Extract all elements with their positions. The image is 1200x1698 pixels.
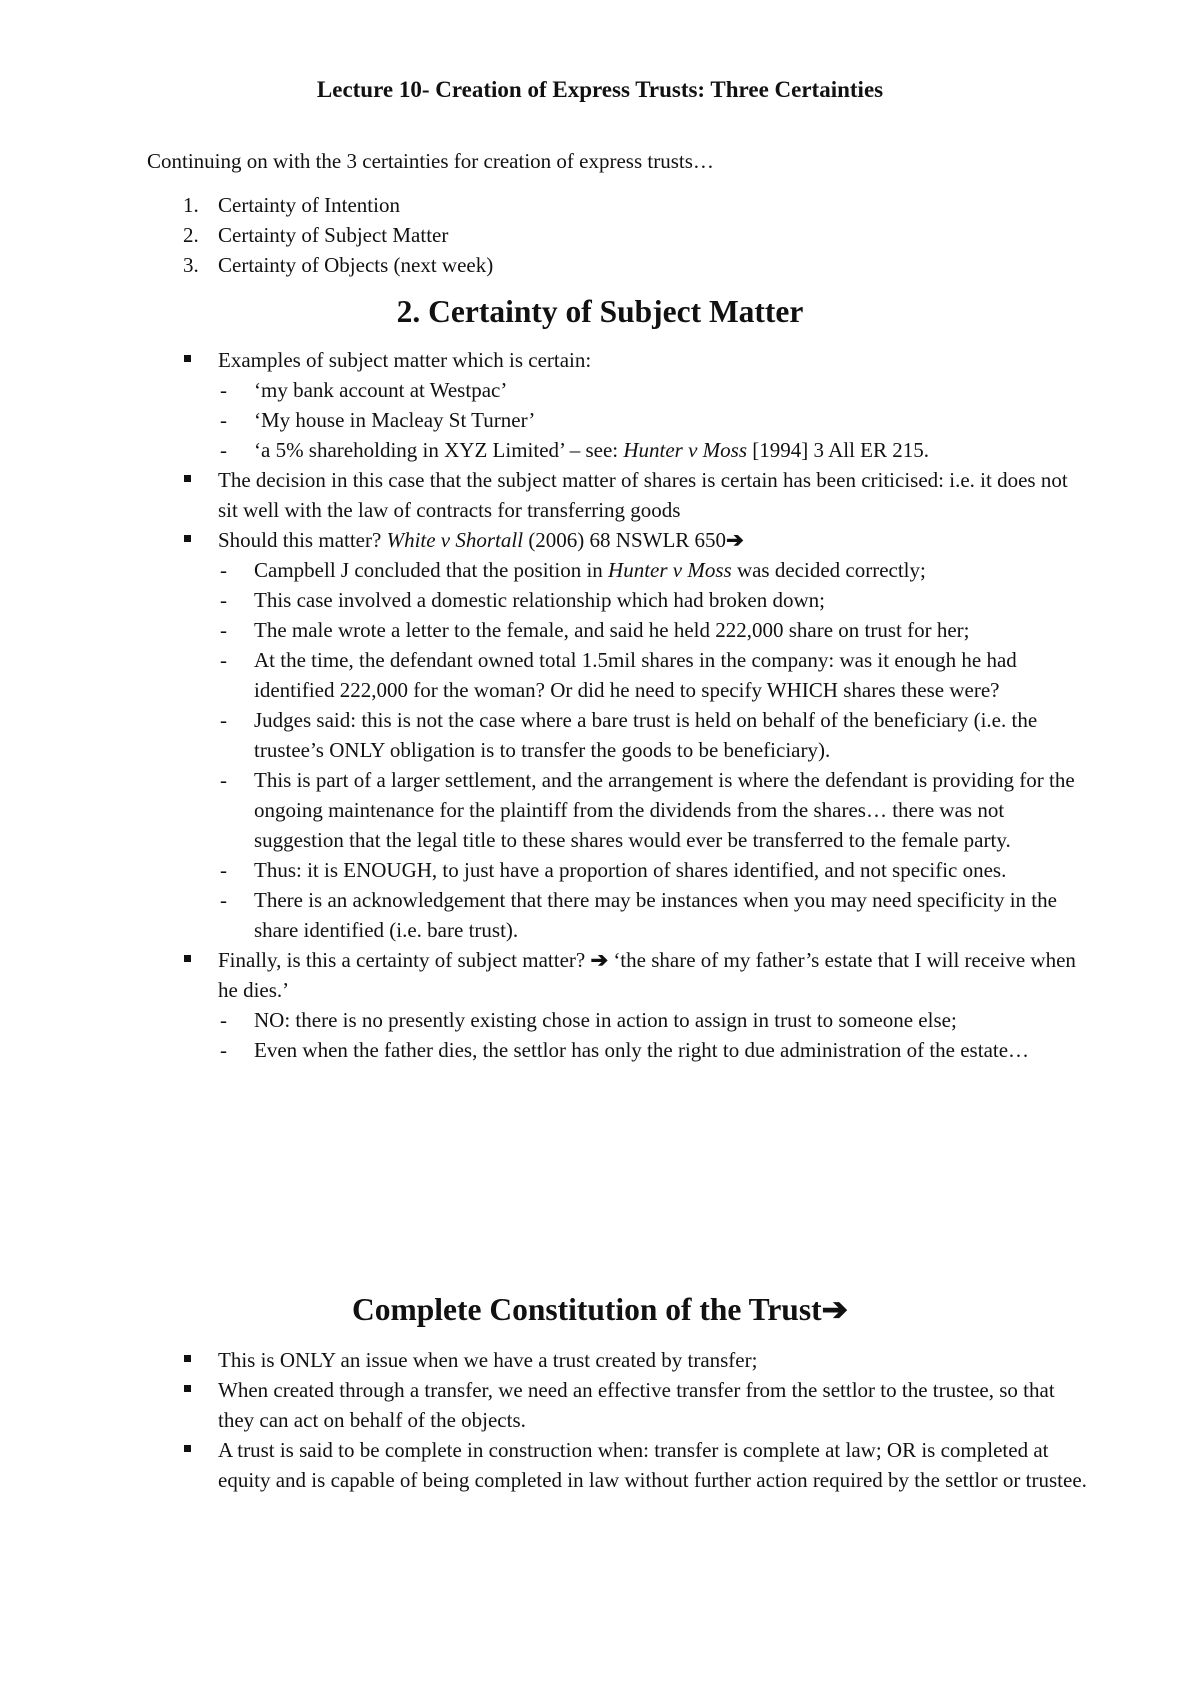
sub-item-text: ‘a 5% shareholding in XYZ Limited’ – see:	[254, 438, 624, 462]
sub-list	[218, 1005, 1087, 1065]
citation: (2006) 68 NSWLR 650	[523, 528, 727, 552]
sub-item	[218, 585, 1087, 615]
case-name: Hunter v Moss	[623, 438, 748, 462]
list-item-text: Certainty of Subject Matter	[218, 223, 449, 247]
sub-item	[218, 375, 1087, 405]
list-item-text: Certainty of Intention	[218, 193, 400, 217]
sub-item-text: Even when the father dies, the settlor has only the right to due administration of the estate…	[254, 1038, 1030, 1062]
dash-icon: -	[220, 588, 227, 612]
list-number: 2.	[183, 223, 199, 247]
bullet-item	[147, 945, 1087, 1065]
sub-item-text: There is an acknowledgement that there may be instances when you may need specificity in the share identified (i.e. bare trust).	[254, 888, 1057, 942]
list-item-text: Certainty of Objects (next week)	[218, 253, 494, 277]
sub-item	[218, 435, 1087, 465]
intro-text: Continuing on with the 3 certainties for creation of express trusts…	[147, 149, 714, 173]
sub-item	[218, 555, 1087, 585]
bullet-text: ‘the share of my father’s estate that I will receive when he dies.’	[218, 948, 1076, 1002]
dash-icon: -	[220, 708, 227, 732]
dash-icon: -	[220, 378, 227, 402]
square-bullet-icon	[184, 355, 191, 362]
bullet-item	[147, 525, 1087, 945]
bullet-item	[147, 345, 1087, 465]
dash-icon: -	[220, 888, 227, 912]
sub-item	[218, 765, 1087, 855]
section-heading-subject-matter: 2. Certainty of Subject Matter	[396, 294, 804, 329]
bullet-text: This is ONLY an issue when we have a trust created by transfer;	[218, 1348, 758, 1372]
dash-icon: -	[220, 1038, 227, 1062]
dash-icon: -	[220, 768, 227, 792]
arrow-right-icon: ➔	[590, 948, 609, 972]
dash-icon: -	[220, 648, 227, 672]
bullet-item	[147, 1375, 1087, 1435]
sub-item	[218, 1005, 1087, 1035]
case-name: White v Shortall	[386, 528, 524, 552]
sub-item-text: NO: there is no presently existing chose in action to assign in trust to someone else;	[254, 1008, 957, 1032]
sub-item-text: ‘My house in Macleay St Turner’	[254, 408, 536, 432]
sub-item	[218, 885, 1087, 945]
bullet-text: Finally, is this a certainty of subject matter?	[218, 948, 591, 972]
bullet-text: A trust is said to be complete in construction when: transfer is complete at law; OR is completed at equity and is capable of being completed in law without further action required by the settlor or trustee.	[218, 1438, 1087, 1492]
citation: [1994] 3 All ER 215.	[747, 438, 930, 462]
list-item	[147, 190, 493, 220]
bullet-item	[147, 465, 1087, 525]
sub-item-text: ‘my bank account at Westpac’	[254, 378, 508, 402]
heading-text: Complete Constitution of the Trust	[352, 1292, 822, 1327]
square-bullet-icon	[184, 955, 191, 962]
arrow-right-icon: ➔	[726, 528, 744, 552]
list-item	[147, 250, 493, 280]
page-title: Lecture 10- Creation of Express Trusts: Three Certainties	[316, 77, 884, 102]
list-number: 3.	[183, 253, 199, 277]
case-name: Hunter v Moss	[608, 558, 732, 582]
dash-icon: -	[220, 1008, 227, 1032]
dash-icon: -	[220, 858, 227, 882]
list-number: 1.	[183, 193, 199, 217]
bullet-text: Should this matter?	[218, 528, 387, 552]
sub-item	[218, 615, 1087, 645]
square-bullet-icon	[184, 535, 191, 542]
sub-item	[218, 1035, 1087, 1065]
bullet-item	[147, 1435, 1087, 1495]
bullet-item	[147, 1345, 1087, 1375]
certainties-list	[147, 190, 493, 280]
sub-item-text: Judges said: this is not the case where a bare trust is held on behalf of the beneficiary (i.e. the trustee’s ONLY obligation is to transfer the goods to be beneficiary).	[254, 708, 1038, 762]
sub-list	[218, 555, 1087, 945]
arrow-right-icon: ➔	[821, 1292, 848, 1327]
sub-item	[218, 405, 1087, 435]
sub-list	[218, 375, 1087, 465]
bullet-text: The decision in this case that the subject matter of shares is certain has been criticised: i.e. it does not sit well with the law of contracts for transferring goods	[218, 468, 1068, 522]
dash-icon: -	[220, 558, 227, 582]
dash-icon: -	[220, 408, 227, 432]
dash-icon: -	[220, 618, 227, 642]
subject-matter-list	[147, 345, 1087, 1065]
square-bullet-icon	[184, 475, 191, 482]
constitution-list	[147, 1345, 1087, 1495]
sub-item-text: Campbell J concluded that the position in	[254, 558, 609, 582]
list-item	[147, 220, 493, 250]
bullet-text: When created through a transfer, we need an effective transfer from the settlor to the trustee, so that they can act on behalf of the objects.	[218, 1378, 1055, 1432]
sub-item-text: The male wrote a letter to the female, and said he held 222,000 share on trust for her;	[254, 618, 970, 642]
sub-item-text: This case involved a domestic relationship which had broken down;	[254, 588, 825, 612]
bullet-text: Examples of subject matter which is certain:	[218, 348, 592, 372]
sub-item-text: Thus: it is ENOUGH, to just have a proportion of shares identified, and not specific ones.	[254, 858, 1007, 882]
sub-item	[218, 645, 1087, 705]
sub-item	[218, 855, 1087, 885]
section-heading-constitution	[0, 1292, 1200, 1327]
square-bullet-icon	[184, 1385, 191, 1392]
sub-item-text: was decided correctly;	[731, 558, 926, 582]
sub-item-text: At the time, the defendant owned total 1.5mil shares in the company: was it enough he had identified 222,000 for the woman? Or did he need to specify WHICH shares these were?	[254, 648, 1017, 702]
square-bullet-icon	[184, 1445, 191, 1452]
dash-icon: -	[220, 438, 227, 462]
sub-item-text: This is part of a larger settlement, and the arrangement is where the defendant is providing for the ongoing maintenance for the plaintiff from the dividends from the shares… there was not suggestion that the legal title to these shares would ever be transferred to the female party.	[254, 768, 1075, 852]
square-bullet-icon	[184, 1355, 191, 1362]
sub-item	[218, 705, 1087, 765]
